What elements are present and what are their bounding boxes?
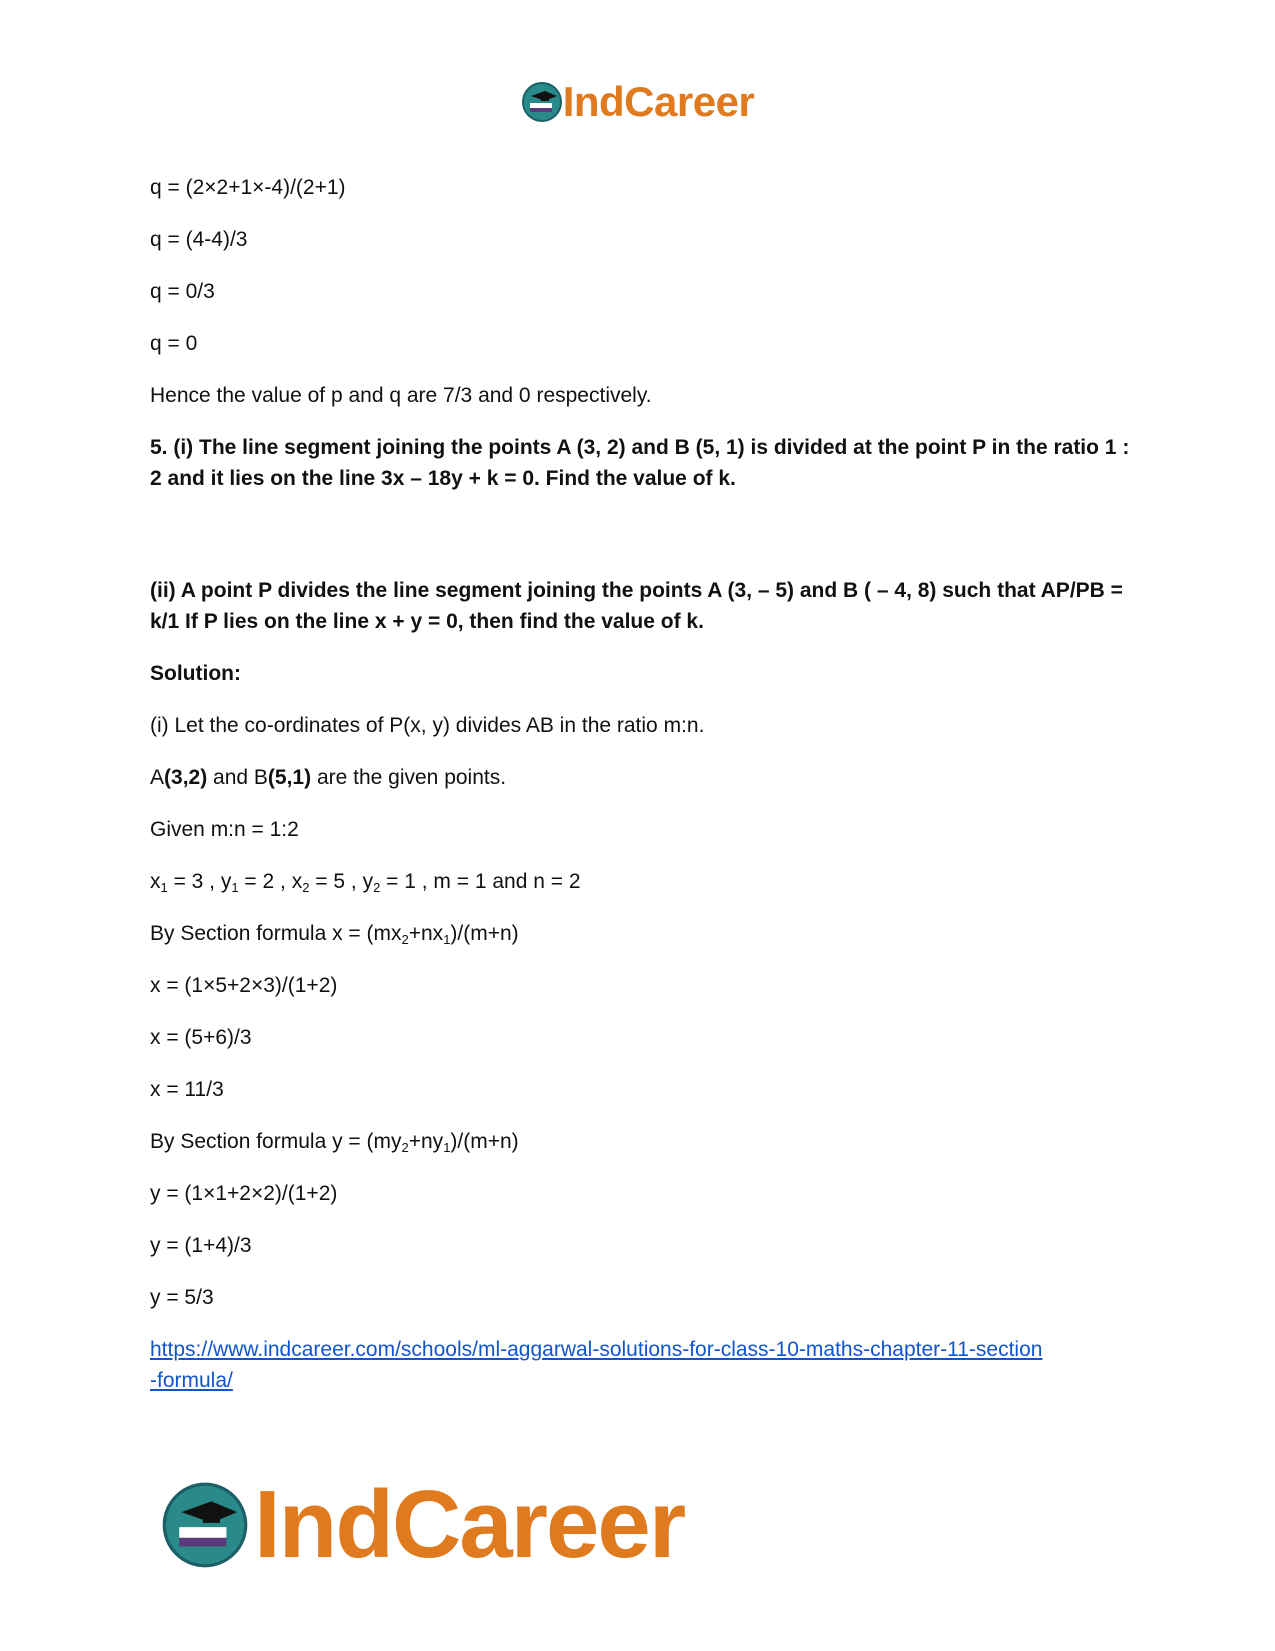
text-fragment: = 5 , y xyxy=(309,870,374,893)
text-line: (i) Let the co-ordinates of P(x, y) divides AB in the ratio m:n. xyxy=(150,714,705,737)
text-line: q = (2×2+1×-4)/(2+1) xyxy=(150,176,346,199)
text-line: x = 11/3 xyxy=(150,1078,224,1101)
text-line: x = (5+6)/3 xyxy=(150,1026,252,1049)
text-fragment: and B xyxy=(207,766,268,789)
source-link-block xyxy=(150,1334,1130,1396)
subscript: 2 xyxy=(401,1140,409,1155)
footer-logo xyxy=(160,1470,684,1580)
text-line: x = (1×5+2×3)/(1+2) xyxy=(150,974,338,997)
subscript: 1 xyxy=(160,880,168,895)
graduation-book-icon xyxy=(160,1480,250,1570)
text-line: y = (1+4)/3 xyxy=(150,1234,252,1257)
text-line xyxy=(150,918,1130,949)
indcareer-logo: IndCareer xyxy=(160,1470,684,1580)
indcareer-logo: IndCareer xyxy=(521,78,755,126)
source-link[interactable] xyxy=(150,1338,1042,1392)
bold-fragment: (5,1) xyxy=(267,766,312,789)
link-line: -formula/ xyxy=(150,1369,233,1392)
subscript: 1 xyxy=(443,932,451,947)
text-line: Given m:n = 1:2 xyxy=(150,818,299,841)
subscript: 2 xyxy=(373,880,381,895)
subscript: 1 xyxy=(231,880,239,895)
graduation-book-icon xyxy=(521,81,563,123)
text-fragment: +nx xyxy=(408,922,444,945)
link-line: https://www.indcareer.com/schools/ml-aggarwal-solutions-for-class-10-maths-chapter-11-section xyxy=(150,1338,1043,1361)
text-line: y = 5/3 xyxy=(150,1286,214,1309)
text-fragment: = 2 , x xyxy=(238,870,303,893)
text-line: y = (1×1+2×2)/(1+2) xyxy=(150,1182,338,1205)
text-line: q = (4-4)/3 xyxy=(150,228,248,251)
text-line xyxy=(150,1126,1130,1157)
text-fragment: By Section formula x = (mx xyxy=(150,922,402,945)
text-fragment: = 1 , m = 1 and n = 2 xyxy=(380,870,581,893)
subscript: 1 xyxy=(443,1140,451,1155)
text-fragment: )/(m+n) xyxy=(450,922,519,945)
spacer xyxy=(150,515,1130,575)
document-body xyxy=(150,172,1130,1417)
solution-heading: Solution: xyxy=(150,662,241,685)
subscript: 2 xyxy=(302,880,310,895)
text-line xyxy=(150,866,1130,897)
text-fragment: )/(m+n) xyxy=(450,1130,519,1153)
subscript: 2 xyxy=(401,932,409,947)
text-fragment: are the given points. xyxy=(311,766,507,789)
question-5-ii: (ii) A point P divides the line segment joining the points A (3, – 5) and B ( – 4, 8) such that AP/PB = k/1 If P lies on the line x + y = 0, then find the value of k. xyxy=(150,579,1123,633)
text-fragment: x xyxy=(150,870,161,893)
text-line: Hence the value of p and q are 7/3 and 0 respectively. xyxy=(150,384,652,407)
text-fragment: = 3 , y xyxy=(167,870,232,893)
text-fragment: A xyxy=(150,766,165,789)
header-logo xyxy=(0,78,1275,128)
text-line: q = 0/3 xyxy=(150,280,215,303)
text-line: q = 0 xyxy=(150,332,198,355)
text-fragment: +ny xyxy=(408,1130,444,1153)
bold-fragment: (3,2) xyxy=(164,766,208,789)
question-5-i: 5. (i) The line segment joining the points A (3, 2) and B (5, 1) is divided at the point P in the ratio 1 : 2 and it lies on the line 3x – 18y + k = 0. Find the value of k. xyxy=(150,436,1130,490)
text-fragment: By Section formula y = (my xyxy=(150,1130,402,1153)
text-line xyxy=(150,762,1130,793)
